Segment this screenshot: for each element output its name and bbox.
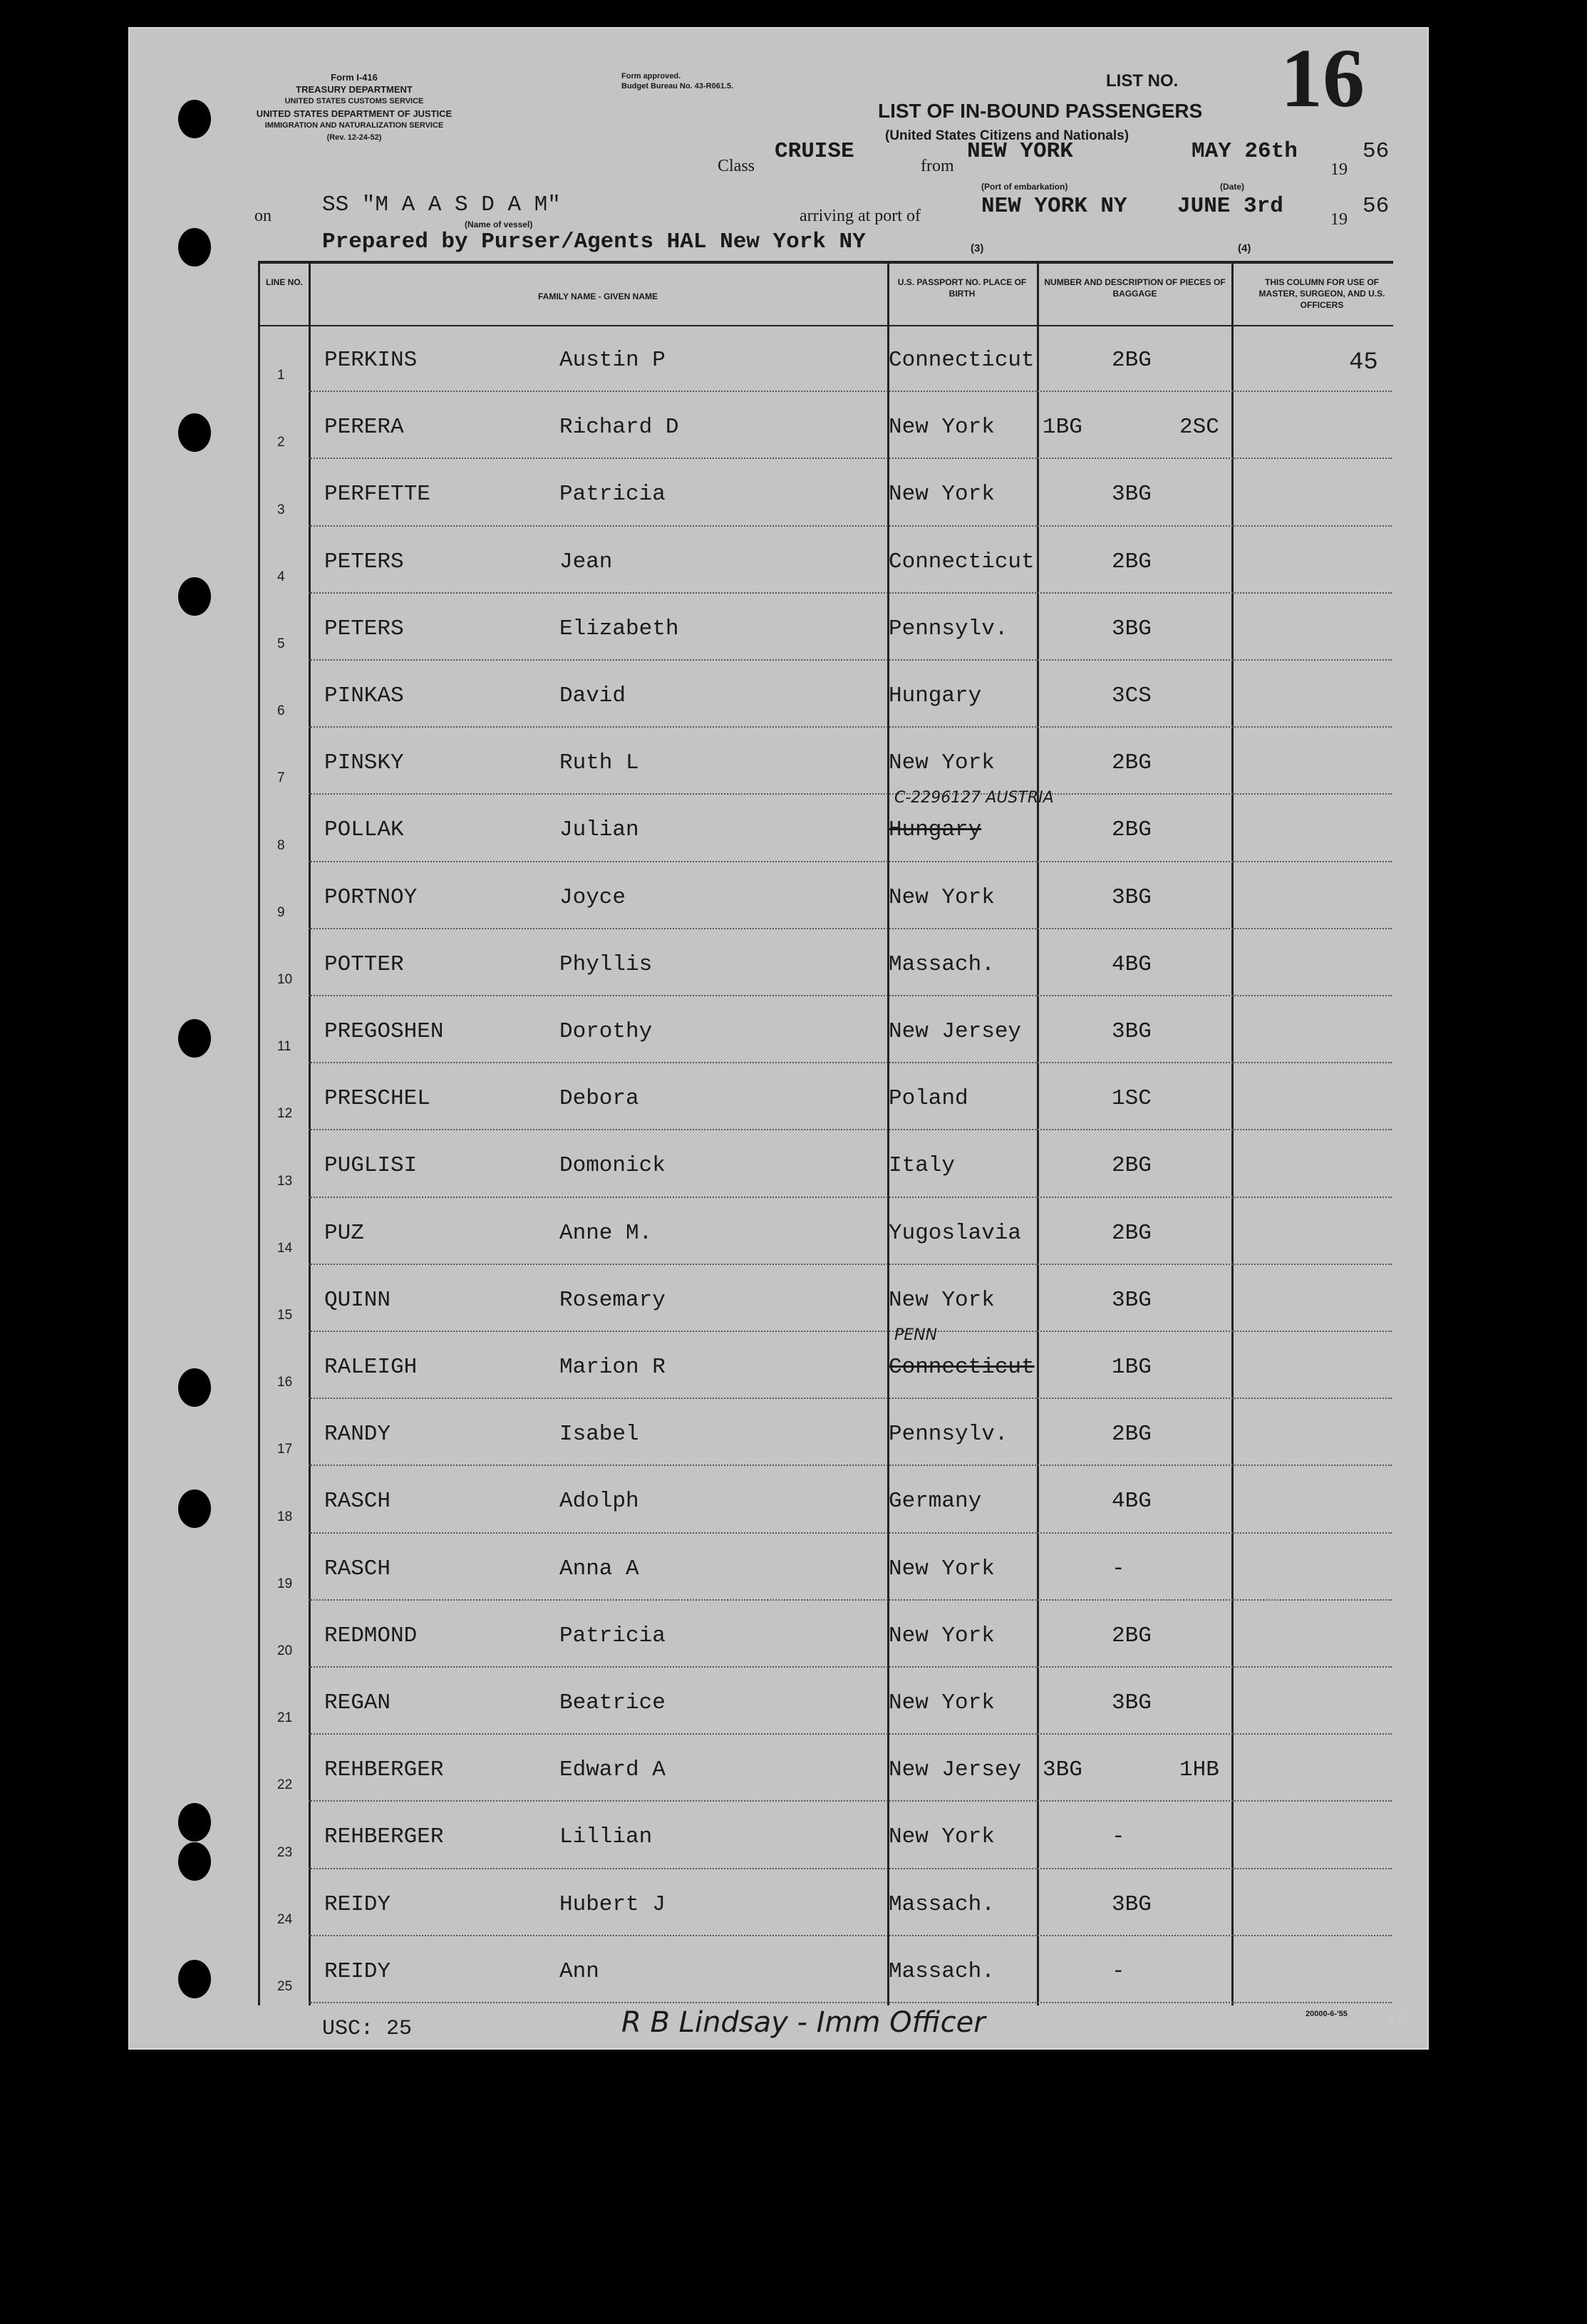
birthplace: New York [889,1623,995,1648]
baggage-extra: 1HB [1179,1757,1219,1783]
given-name: Ruth L [559,750,639,776]
row-divider [309,458,1392,459]
family-name: QUINN [324,1287,391,1313]
family-name: REGAN [324,1690,391,1715]
baggage: 2BG [1112,549,1152,574]
given-name: Elizabeth [559,616,679,641]
year-value: 56 [1363,139,1390,164]
arrival-year-prefix: 19 [1330,210,1348,229]
line-number: 21 [277,1710,293,1726]
birthplace: New York [889,1690,995,1715]
birthplace: Pennsylv. [889,1422,1008,1447]
birthplace-correction: C-2296127 AUSTRIA [894,789,1054,807]
baggage: 3BG [1112,1019,1152,1044]
given-name: Jean [559,549,613,574]
given-name: Domonick [559,1153,666,1179]
line-number: 24 [277,1911,293,1927]
row-divider [309,1398,1392,1399]
col-header-baggage: NUMBER AND DESCRIPTION OF PIECES OF BAGGAGE [1044,277,1226,299]
baggage: 3BG [1112,616,1152,641]
line-number: 25 [277,1979,293,1994]
approval-block [621,71,733,91]
birthplace: New York [889,415,995,440]
baggage: 1BG [1043,415,1082,440]
row-divider [309,1599,1392,1601]
punch-hole [178,228,211,267]
row-divider [309,1331,1392,1332]
class-value: CRUISE [775,139,854,164]
footer-usc: USC: 25 [322,2017,413,2041]
family-name: RANDY [324,1422,391,1447]
arriving-label: arriving at port of [800,207,921,225]
punch-hole [178,577,211,616]
header-rule [260,325,1393,326]
baggage: 2BG [1112,1623,1152,1648]
treasury-label: TREASURY DEPARTMENT [296,84,413,95]
line-number: 3 [277,502,285,517]
birthplace: Massach. [889,1958,995,1984]
birthplace: Yugoslavia [889,1220,1022,1246]
row-divider [309,525,1392,527]
row-divider [309,861,1392,862]
given-name: Phyllis [559,951,653,977]
given-name: Anne M. [559,1220,653,1246]
punch-hole [178,1960,211,1998]
col-header-officers: THIS COLUMN FOR USE OF MASTER, SURGEON, AND U.S. OFFICERS [1258,277,1385,310]
form-agency-block [222,71,486,144]
line-number: 12 [277,1106,293,1122]
arrival-year: 56 [1363,194,1390,219]
birthplace: Hungary [889,683,982,708]
baggage: 3BG [1112,482,1152,507]
form-number: Form I-416 [331,72,378,83]
given-name: Austin P [559,348,666,373]
given-name: Hubert J [559,1891,666,1917]
baggage: 1SC [1112,1086,1152,1112]
passenger-table [258,261,1393,2005]
officer-signature: R B Lindsay - Imm Officer [621,2006,986,2039]
line-number: 23 [277,1844,293,1860]
family-name: REHBERGER [324,1757,444,1783]
line-number: 6 [277,703,285,719]
line-number: 15 [277,1308,293,1323]
page-subtitle: (United States Citizens and Nationals) [885,128,1129,143]
punch-hole [178,1368,211,1407]
from-label: from [921,157,954,175]
birthplace: New York [889,1287,995,1313]
col-header-passport: U.S. PASSPORT NO. PLACE OF BIRTH [897,277,1027,299]
punch-hole [178,100,211,138]
birthplace: New York [889,482,995,507]
col3-number: (3) [971,242,984,254]
row-divider [309,1129,1392,1130]
family-name: PINSKY [324,750,404,776]
baggage: 3BG [1112,884,1152,910]
row-divider [309,995,1392,996]
baggage: 2BG [1112,1153,1152,1179]
date-caption: (Date) [1220,182,1245,192]
row-divider [309,391,1392,392]
birthplace-correction: PENN [894,1326,938,1344]
row-divider [309,1935,1392,1936]
family-name: REIDY [324,1891,391,1917]
baggage: 3BG [1043,1757,1082,1783]
row-divider [309,928,1392,929]
row-divider [309,659,1392,661]
year-prefix: 19 [1330,160,1348,179]
row-divider [309,1264,1392,1265]
family-name: REIDY [324,1958,391,1984]
baggage: 3BG [1112,1287,1152,1313]
birthplace: Massach. [889,951,995,977]
given-name: Debora [559,1086,639,1112]
birthplace: New York [889,750,995,776]
birthplace: New York [889,1824,995,1850]
list-number: 16 [1281,31,1365,125]
baggage: 1BG [1112,1355,1152,1380]
embark-caption: (Port of embarkation) [981,182,1068,192]
date-value: MAY 26th [1191,139,1298,164]
given-name: Julian [559,817,639,843]
baggage: - [1112,1958,1125,1984]
given-name: Marion R [559,1355,666,1380]
birthplace: Connecticut [889,348,1035,373]
family-name: PERKINS [324,348,418,373]
budget-label: Budget Bureau No. 43-R061.5. [621,82,734,91]
manifest-sheet [128,27,1429,2050]
col4-number: (4) [1238,242,1251,254]
footer-print-code: 20000-6-'55 [1306,2010,1348,2018]
line-number: 17 [277,1442,293,1457]
list-no-label: LIST NO. [1106,71,1179,91]
family-name: POTTER [324,951,404,977]
approved-label: Form approved. [621,72,681,81]
given-name: David [559,683,626,708]
immigration-label: IMMIGRATION AND NATURALIZATION SERVICE [264,121,444,130]
family-name: PRESCHEL [324,1086,430,1112]
family-name: PUGLISI [324,1153,418,1179]
prepared-by: Prepared by Purser/Agents HAL New York NY [322,229,866,254]
given-name: Beatrice [559,1690,666,1715]
baggage: 2BG [1112,817,1152,843]
vessel-caption: (Name of vessel) [465,220,533,229]
given-name: Anna A [559,1556,639,1581]
given-name: Rosemary [559,1287,666,1313]
line-number: 8 [277,837,285,853]
page-title: LIST OF IN-BOUND PASSENGERS [878,100,1203,122]
line-number: 11 [277,1039,291,1055]
customs-label: UNITED STATES CUSTOMS SERVICE [284,97,424,105]
given-name: Ann [559,1958,599,1984]
line-number: 2 [277,435,285,450]
birthplace: New York [889,1556,995,1581]
row-divider [309,1800,1392,1802]
given-name: Richard D [559,415,679,440]
row-divider [309,726,1392,728]
row-divider [309,1868,1392,1869]
class-label: Class [718,157,755,175]
given-name: Edward A [559,1757,666,1783]
birthplace: Germany [889,1489,982,1514]
birthplace: Italy [889,1153,956,1179]
punch-hole [178,1803,211,1842]
officer-note: 45 [1349,349,1378,376]
family-name: REDMOND [324,1623,418,1648]
given-name: Adolph [559,1489,639,1514]
baggage: 2BG [1112,1220,1152,1246]
arrival-port: NEW YORK NY [981,194,1127,219]
birthplace: Hungary [889,817,982,843]
revision-label: (Rev. 12-24-52) [326,133,382,142]
vessel-value: SS "M A A S D A M" [322,192,561,217]
family-name: RASCH [324,1489,391,1514]
col-header-name: FAMILY NAME - GIVEN NAME [537,291,658,301]
row-divider [309,1733,1392,1735]
given-name: Lillian [559,1824,653,1850]
on-label: on [254,207,272,225]
family-name: PREGOSHEN [324,1019,444,1044]
baggage-extra: 2SC [1179,415,1219,440]
punch-hole [178,1842,211,1881]
row-divider [309,1465,1392,1466]
family-name: PERFETTE [324,482,430,507]
birthplace: New Jersey [889,1757,1022,1783]
line-number: 10 [277,972,293,987]
row-divider [309,793,1392,795]
line-number: 5 [277,636,285,651]
page-number: 16 [1386,2008,1410,2030]
baggage: 4BG [1112,951,1152,977]
baggage: 2BG [1112,1422,1152,1447]
from-value: NEW YORK [967,139,1073,164]
birthplace: Massach. [889,1891,995,1917]
birthplace: Connecticut [889,549,1035,574]
baggage: 3BG [1112,1891,1152,1917]
row-divider [309,1062,1392,1063]
line-number: 20 [277,1643,293,1658]
given-name: Patricia [559,1623,666,1648]
family-name: POLLAK [324,817,404,843]
family-name: PINKAS [324,683,404,708]
line-number: 18 [277,1509,293,1524]
baggage: 3CS [1112,683,1152,708]
punch-hole [178,413,211,452]
birthplace: Connecticut [889,1355,1035,1380]
row-divider [309,1197,1392,1198]
row-divider [309,1532,1392,1534]
row-divider [309,1666,1392,1668]
punch-hole [178,1019,211,1058]
punch-hole [178,1489,211,1528]
baggage: 3BG [1112,1690,1152,1715]
given-name: Dorothy [559,1019,653,1044]
baggage: - [1112,1556,1125,1581]
baggage: 2BG [1112,750,1152,776]
line-number: 16 [277,1375,293,1390]
given-name: Patricia [559,482,666,507]
given-name: Isabel [559,1422,639,1447]
birthplace: New York [889,884,995,910]
line-number: 4 [277,569,285,584]
family-name: REHBERGER [324,1824,444,1850]
line-number: 19 [277,1576,293,1591]
row-divider [309,592,1392,594]
birthplace: New Jersey [889,1019,1022,1044]
arrival-date: JUNE 3rd [1177,194,1283,219]
line-number: 22 [277,1777,293,1793]
row-divider [309,2002,1392,2003]
line-number: 13 [277,1173,293,1189]
birthplace: Poland [889,1086,968,1112]
family-name: PETERS [324,549,404,574]
birthplace: Pennsylv. [889,616,1008,641]
family-name: PERERA [324,415,404,440]
family-name: RASCH [324,1556,391,1581]
line-number: 7 [277,770,285,786]
baggage: 2BG [1112,348,1152,373]
line-number: 1 [277,368,285,383]
col-header-line: LINE NO. [265,277,303,287]
family-name: PUZ [324,1220,364,1246]
family-name: PORTNOY [324,884,418,910]
line-number: 14 [277,1240,293,1256]
baggage: - [1112,1824,1125,1850]
baggage: 4BG [1112,1489,1152,1514]
family-name: RALEIGH [324,1355,418,1380]
justice-label: UNITED STATES DEPARTMENT OF JUSTICE [256,108,453,119]
given-name: Joyce [559,884,626,910]
family-name: PETERS [324,616,404,641]
line-number: 9 [277,904,285,920]
